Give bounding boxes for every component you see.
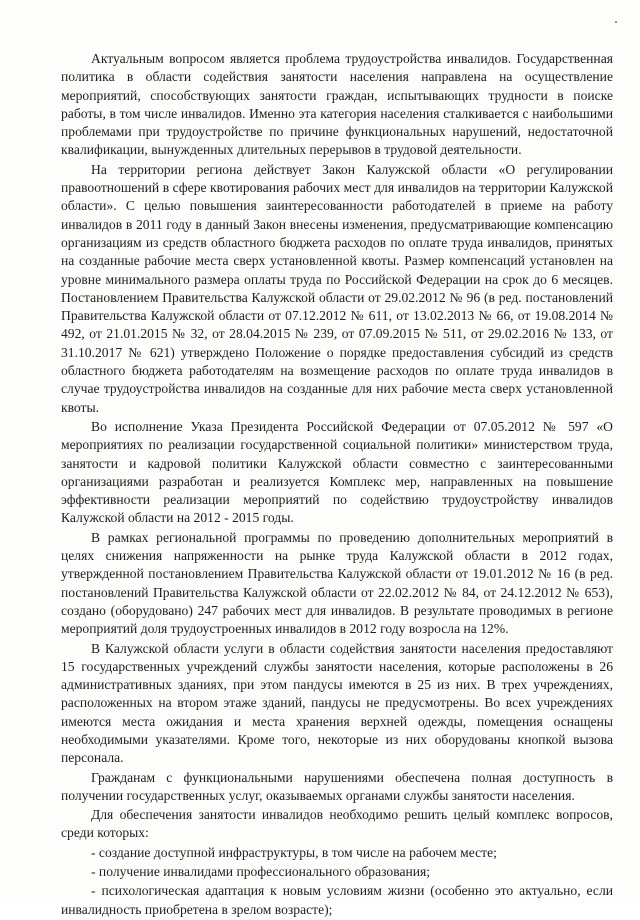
paragraph-7: Для обеспечения занятости инвалидов необходимо решить целый комплекс вопросов, среди которых: (61, 807, 613, 841)
paragraph-1: Актуальным вопросом является проблема трудоустройства инвалидов. Государственная политика в области содействия занятости населения направлена на осуществление мероприятий, способствующих занятости граждан, испытывающих трудности в поиске работы, в том числе инвалидов. Именно эта категория населения сталкивается с наибольшими проблемами при трудоустройстве по причине функциональных нарушений, недостаточной квалификации, вынужденных длительных перерывов в трудовой деятельности. (61, 51, 613, 158)
scan-speck (615, 21, 617, 23)
paragraph-3: Во исполнение Указа Президента Российской Федерации от 07.05.2012 № 597 «О мероприятиях по реализации государственной социальной политики» министерством труда, занятости и кадровой политики Калужской области совместно с заинтересованными организациями разработан и реализуется Комплекс мер, направленных на повышение эффективности реализации мероприятий по содействию трудоустройству инвалидов Калужской области на 2012 - 2015 годы. (61, 418, 613, 526)
list-item-1: - создание доступной инфраструктуры, в том числе на рабочем месте; (91, 844, 497, 860)
paragraph-6: Гражданам с функциональными нарушениями обеспечена полная доступность в получении государственных услуг, оказываемых органами службы занятости населения. (61, 769, 613, 803)
paragraph-5: В Калужской области услуги в области содействия занятости населения предоставляют 15 государственных учреждений службы занятости населения, которые расположены в 26 административных зданиях, при этом пандусы имеются в 25 из них. В трех учреждениях, расположенных на втором этаже зданий, пандусы не предусмотрены. Во всех учреждениях имеются места ожидания и места хранения верхней одежды, помещения оснащены необходимыми указателями. Кроме того, некоторые из них оборудованы кнопкой вызова персонала. (61, 640, 613, 766)
paragraph-2: На территории региона действует Закон Калужской области «О регулировании правоотношений в сфере квотирования рабочих мест для инвалидов на территории Калужской области». С целью повышения заинтересованности работодателей в приеме на работу инвалидов в 2011 году в данный Закон внесены изменения, предусматривающие компенсацию организациям из средств областного бюджета расходов по оплате труда инвалидов, принятых на созданные рабочие места сверх установленной квоты. Размер компенсаций установлен на уровне минимального размера оплаты труда по Российской Федерации на срок до 6 месяцев. Постановлением Правительства Калужской области от 29.02.2012 № 96 (в ред. постановлений Правительства Калужской области от 07.12.2012 № 611, от 13.02.2013 № 66, от 19.08.2014 № 492, от 21.01.2015 № 32, от 28.04.2015 № 239, от 07.09.2015 № 511, от 29.02.2016 № 133, от 31.10.2017 № 621) утверждено Положение о порядке предоставления субсидий из средств областного бюджета работодателям на возмещение расходов по оплате труда инвалидов в случае трудоустройства инвалидов на созданные для них рабочие места сверх установленной квоты. (61, 161, 613, 415)
paragraph-4: В рамках региональной программы по проведению дополнительных мероприятий в целях снижения напряженности на рынке труда Калужской области в 2012 годах, утвержденной постановлением Правительства Калужской области от 19.01.2012 № 16 (в ред. постановлений Правительства Калужской области от 22.02.2012 № 84, от 24.12.2012 № 653), создано (оборудовано) 247 рабочих мест для инвалидов. В результате проводимых в регионе мероприятий доля трудоустроенных инвалидов в 2012 году возросла на 12%. (61, 529, 613, 637)
document-body (61, 50, 613, 920)
list-item-2: - получение инвалидами профессионального образования; (91, 864, 431, 880)
list-item-3: - психологическая адаптация к новым условиям жизни (особенно это актуально, если инвалидность приобретена в зрелом возрасте); (61, 883, 613, 917)
